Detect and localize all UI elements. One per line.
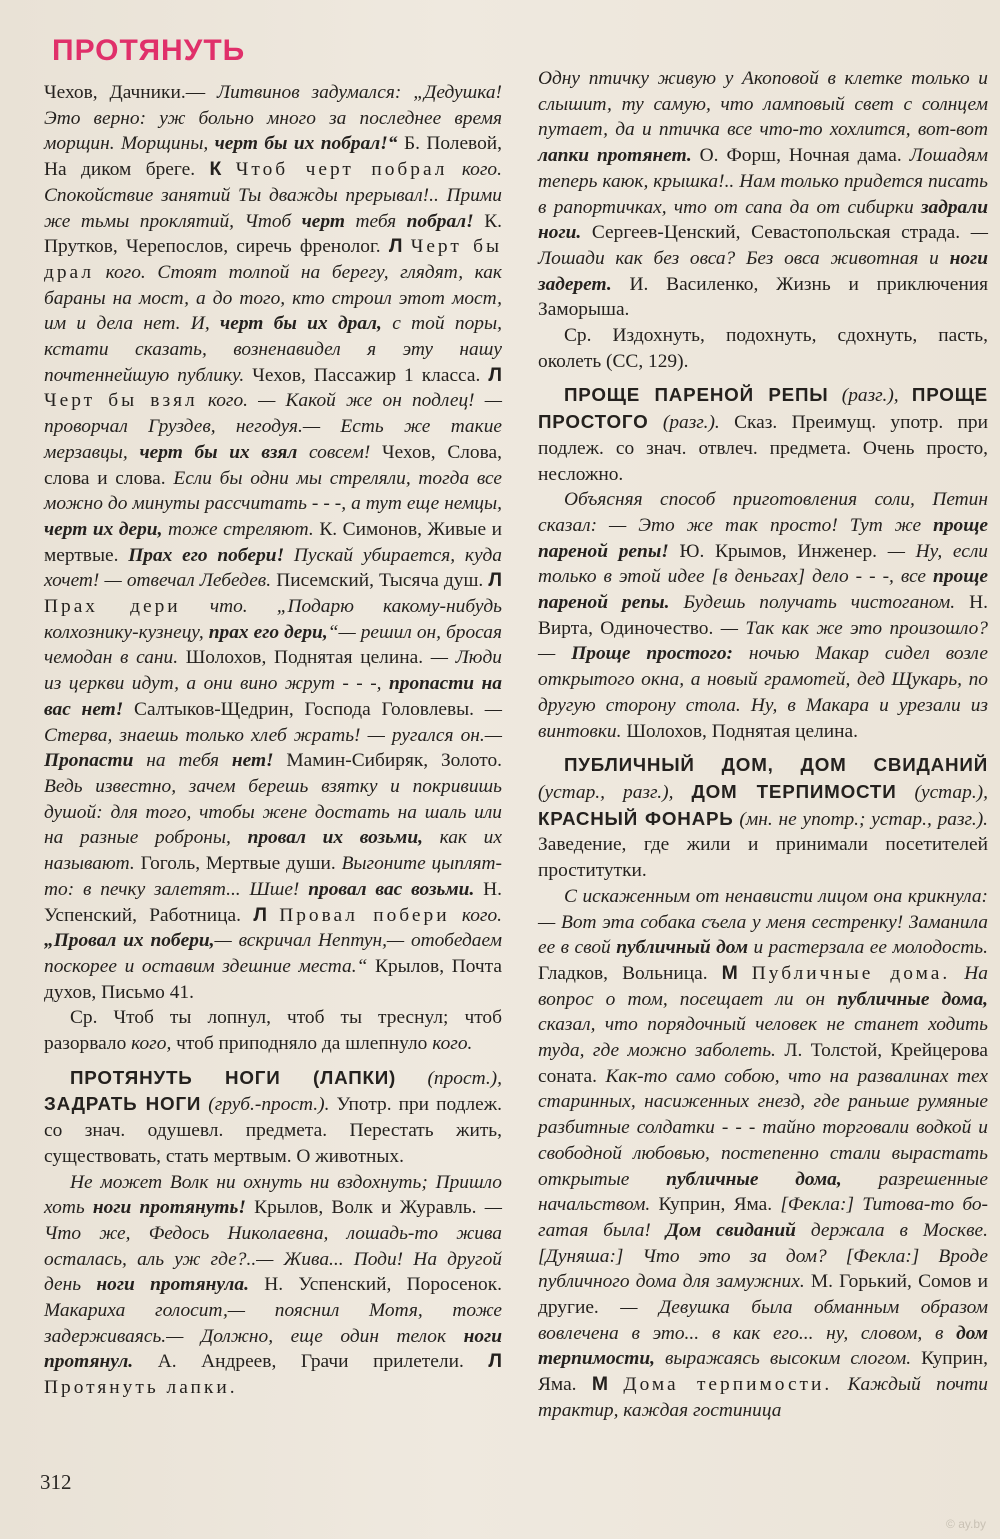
source-citation: К. Прутков, Черепослов, сиречь френолог. [44,210,502,258]
grammar-note: кого. [105,261,146,283]
quote-text: — Люди из церкви идут, а они вино жрут - - -, [44,647,502,695]
cross-reference: чтоб приподняло да шлепнуло [176,1033,428,1055]
entry-headword: ПУБЛИЧНЫЙ ДОМ, ДОМ СВИДАНИЙ [564,754,988,776]
quote-text: — Стерва, знаешь только хлеб жрать! — ругался он.— [44,698,502,746]
phrase-highlight: проще пареной репы! [538,514,988,562]
phrase-highlight: прах его дери, [208,621,328,643]
phrase-highlight: Проще простого: [571,643,733,665]
paragraph [44,1170,502,1401]
cross-reference: Ср. Издохнуть, подохнуть, сдохнуть, пасть, околеть (СС, 129). [538,325,988,372]
variant-phrase: Дома терпимости. [623,1374,833,1396]
source-citation: М. Горький, Сомов и другие. [538,1271,988,1319]
quote-text: Будешь получать чистоганом. [683,592,956,614]
source-citation: Крылов, Волк и Журавль. [254,1197,477,1219]
quote-text: Стоят толпой на берегу, глядят, как бараны на мост, а до того, кто строил этот мост, им и дела нет. И, [44,261,502,335]
variant-marker: Л [488,1350,502,1373]
source-citation: Ю. Крымов, Инженер. [679,540,878,562]
entry-headword: ПРОТЯНУТЬ НОГИ (ЛАПКИ) [70,1066,397,1088]
variant-marker: Л [253,903,267,926]
source-citation: Чехов, Слова, слова и слова. [44,441,502,489]
source-citation: Шолохов, Поднятая целина. [626,720,858,742]
quote-text: Каждый почти трактир, каждая гостиница [538,1374,988,1421]
quote-text: — вскричал Нептун,— отобедаем поскорее и оставим здешние места.“ [44,930,502,977]
source-citation: Мамин-Сибиряк, Золото. [286,750,502,772]
paragraph [538,66,988,323]
quote-text: — Девушка была обманным образом вовлечена в это... в как его... ну, словом, в [538,1297,988,1344]
phrase-highlight: черт [301,210,345,232]
variant-phrase: Черт бы драл [44,236,502,283]
phrase-highlight: проще пареной репы. [538,566,988,614]
dictionary-entry [44,1065,502,1170]
source-citation: К. Симонов, Живые и мертвые. [44,518,502,566]
source-citation: Сергеев-Ценский, Севастопольская страда. [591,222,961,244]
phrase-highlight: задрали ноги. [538,196,988,244]
grammar-note: кого. [432,1033,473,1055]
running-header-word: ПРОТЯНУТЬ [52,34,246,67]
entry-headword: ДОМ ТЕРПИМОСТИ [691,780,897,802]
quote-text: Литвинов задумался: „Дедушка! Это верно: уж больно много за последнее время морщин. Морщины, [44,82,502,155]
grammar-note: кого, [131,1033,172,1055]
variant-marker: Л [488,363,502,386]
entry-headword: КРАСНЫЙ ФОНАРЬ [538,807,734,829]
variant-phrase: Публичные дома. [751,962,951,984]
variant-marker: Л [488,569,502,592]
right-column [538,66,988,1424]
dictionary-entry [538,752,988,884]
quote-text: Если бы одни мы стреляли, тогда все можно до минуты рассчитать - - -, а тут еще немцы, [44,467,502,515]
quote-text: — Ну, если только в этой идее [в деньгах] дело - - -, все [538,540,988,588]
source-citation: И. Василенко, Жизнь и приключения Заморыша. [538,273,988,321]
phrase-highlight: дом терпимости, [538,1322,988,1370]
usage-label: (разг.). [662,412,720,434]
variant-marker: М [591,1373,609,1396]
variant-phrase: Провал побери [279,904,450,926]
phrase-highlight: провал их возьми, [247,827,423,849]
source-citation: Шолохов, Поднятая целина. [185,647,424,669]
quote-text: Ведь известно, зачем берешь взятку и покривишь душой: для того, чтобы жене достать на шаль или на разные роброны, [44,775,502,849]
paragraph [44,80,502,1005]
source-citation: Чехов, Пассажир 1 класса. [252,364,481,386]
variant-marker: Л [388,235,403,258]
quote-text: — Какой же он подлец! — проворчал Груздев, негодуя.— Есть же такие мерзавцы, [44,390,503,463]
phrase-highlight: черт бы их побрал!“ [214,133,398,155]
quote-text: — Лошади как без овса? Без овса животная и [538,222,988,269]
usage-label: (прост.), [427,1067,502,1089]
quote-text: совсем! [309,441,371,463]
quote-text: тоже стреляют. [167,518,314,540]
source-citation: Чехов, Дачники.— [44,82,206,103]
source-citation: Гладков, Вольница. [538,962,708,984]
quote-text: — Что же, Федось Николаевна, лошадь-то жива осталась, аль уж где?..— Жива... Поди! На другой день [44,1197,502,1296]
source-citation: Крылов, Почта духов, Письмо 41. [44,955,502,1003]
paragraph [538,884,988,1424]
phrase-highlight: черт их дери, [44,518,163,540]
quote-text: Не может Волк ни охнуть ни вздохнуть; Пришло хоть [44,1171,502,1219]
left-column [44,80,502,1401]
quote-text: как их называют. [44,827,502,875]
source-citation: Л. Толстой, Крейцерова соната. [538,1040,988,1087]
quote-text: [Фекла:] Титова-то бо-гатая была! [538,1194,988,1241]
phrase-highlight: публичные дома, [837,988,988,1010]
variant-marker: М [721,961,738,984]
phrase-highlight: Дом свиданий [665,1219,796,1241]
quote-text: с той поры, кстати сказать, возненавидел я эту нашу почтеннейшую публику. [44,313,502,386]
phrase-highlight: черт бы их драл, [220,313,382,335]
quote-text: Одну птичку живую у Акоповой в клетке только и слышит, ту самую, что ламповый свет с солнцем путает, да и птичка все что-то хохлится, вот-вот [538,68,988,141]
source-citation: О. Форш, Ночная дама. [699,145,902,167]
cross-reference: Ср. Чтоб ты лопнул, чтоб ты треснул; чтоб разорвало [44,1007,502,1055]
dictionary-entry [538,382,988,487]
usage-label: (устар.), [914,781,988,803]
variant-phrase: Прах дери [44,596,181,618]
usage-label: (мн. не употр.; устар., разг.). [739,808,989,830]
phrase-highlight: ноги задерет. [538,247,988,295]
quote-text: держала в Москве. [Дуняша:] Что это за дом? [Фекла:] Вроде публичного дома для замужних. [538,1219,988,1293]
phrase-highlight: побрал! [406,210,474,232]
source-citation: Б. Полевой, На диком бреге. [44,133,503,181]
phrase-highlight: нет! [231,750,274,772]
quote-text: Объясняя способ приготовления соли, Петин сказал: — Это же так просто! Тут же [538,489,988,536]
quote-text: Пускай убирается, куда хочет! — отвечал Лебедев. [44,544,502,592]
phrase-highlight: пропасти на вас нет! [44,673,502,720]
paragraph [538,487,988,744]
phrase-highlight: Пропасти [44,750,134,772]
phrase-highlight: публичные дома, [666,1168,842,1190]
grammar-note: что. [209,596,248,618]
quote-text: Как-то само собою, что на развалинах тех старинных, насиженных гнезд, где раньше румяные разбитные солдатки - - - тайно торговали водкой и свободной любовью, постепенно стали вырастать открытые [538,1065,988,1190]
quote-text: Макариха голосит,— пояснил Мотя, тоже задерживаясь.— Должно, еще один телок [44,1300,502,1347]
phrase-highlight: ноги протянула. [96,1274,249,1296]
quote-text: — Так как же это произошло? — [538,617,988,665]
quote-text: Спокойствие занятий Ты дважды прерывал!.. Прими же тьмы проклятий, Чтоб [44,184,502,232]
quote-text: Лошадям теперь каюк, крышка!.. Нам только придется писать в рапортичках, что от сапа да от сибирки [538,145,988,218]
source-citation: Куприн, Яма. [538,1348,988,1396]
variant-phrase: Протянуть лапки. [44,1377,238,1399]
source-citation: Салтыков-Щедрин, Господа Головлевы. [134,698,475,720]
usage-label: (разг.), [841,385,899,407]
quote-text: ночью Макар сидел возле открытого окна, а новый грамотей, дед Щукарь, по другую сторону стола. Ну, в Макара и урезали из винтовки. [538,643,988,742]
variant-marker: К [209,158,222,181]
source-citation: Гоголь, Мертвые души. [140,853,336,875]
source-citation: Куприн, Яма. [658,1194,773,1216]
quote-text: „Подарю какому-нибудь колхознику-кузнецу, [44,596,502,643]
source-citation: Писемский, Тысяча душ. [276,570,484,592]
quote-text: С искаженным от ненависти лицом она крикнула: — Вот эта собака съела у меня сестренку! Заманила ее в свой [538,885,988,959]
quote-text: На вопрос о том, посещает ли он [538,962,988,1010]
phrase-highlight: провал вас возьми. [308,878,475,900]
source-citation: Н. Успенский, Поросенок. [264,1274,502,1296]
grammar-note: кого. [461,159,502,181]
source-citation: А. Андреев, Грачи прилетели. [157,1351,464,1373]
phrase-highlight: ноги протянул. [44,1325,502,1373]
entry-headword: ПРОЩЕ ПРОСТОГО [538,384,988,433]
entry-definition: Сказ. Преимущ. употр. при подлеж. со знач. отвлеч. предмета. Очень просто, несложно. [538,412,988,485]
page-number: 312 [40,1470,72,1494]
quote-text: выражаясь высоким слогом. [665,1348,912,1370]
usage-label: (груб.-прост.). [208,1094,330,1116]
variant-phrase: Чтоб черт побрал [235,159,448,181]
source-citation: Н. Успенский, Работница. [44,878,502,926]
phrase-highlight: публичный дом [616,937,749,959]
usage-label: (устар., разг.), [538,781,674,803]
phrase-highlight: ноги протянуть! [92,1197,246,1219]
watermark: © ay.by [946,1517,986,1531]
quote-text: “— решил он, бросая чемодан в сани. [44,621,502,669]
variant-phrase: Черт бы взял [44,390,198,412]
entry-definition: Заведение, где жили и принимали посетителей проститутки. [538,834,988,882]
quote-text: сказал, что порядочный человек не станет ходить туда, где можно заболеть. [538,1014,988,1062]
phrase-highlight: черт бы их взял [139,441,298,463]
phrase-highlight: лапки протянет. [538,145,692,167]
entry-definition: Употр. при подлеж. со знач. одушевл. предмета. Перестать жить, существовать, стать мертвым. О животных. [44,1094,502,1167]
grammar-note: кого. [461,904,502,926]
phrase-highlight: „Провал их побери, [44,930,215,952]
paragraph [44,1005,502,1056]
source-citation: Н. Вирта, Одиночество. [538,592,988,639]
quote-text: и растерзала ее молодость. [753,937,988,959]
entry-headword: ЗАДРАТЬ НОГИ [44,1093,202,1115]
entry-headword: ПРОЩЕ ПАРЕНОЙ РЕПЫ [564,384,829,406]
paragraph [538,323,988,374]
quote-text: тебя [355,210,397,232]
quote-text: разрешенные начальством. [538,1168,988,1216]
quote-text: на тебя [146,750,220,772]
grammar-note: кого. [207,390,249,412]
phrase-highlight: Прах его побери! [128,544,285,566]
quote-text: Выгоните цыплят-то: в печку залетят... Шше! [44,853,502,900]
